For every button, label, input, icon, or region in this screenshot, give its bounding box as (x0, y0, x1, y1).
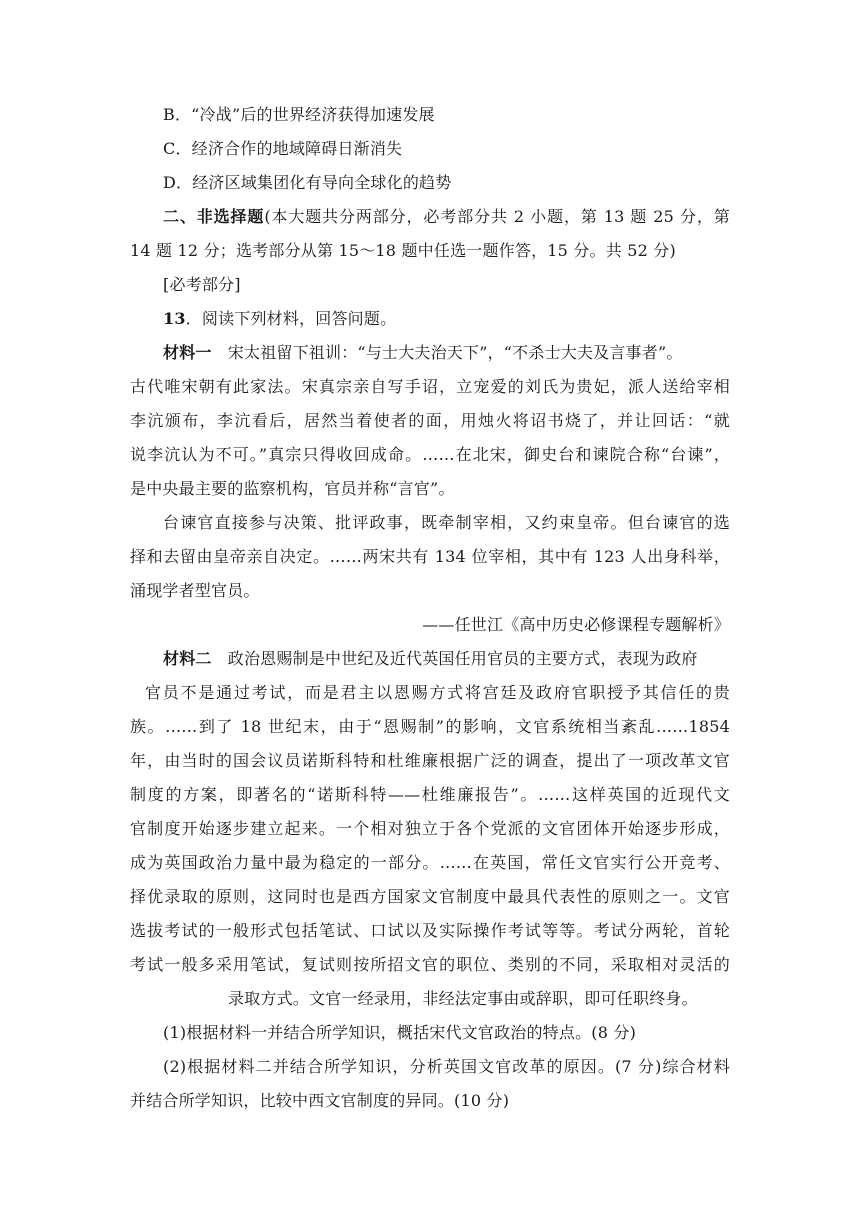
question-number: 13 (163, 309, 186, 328)
material1-line: 李沆颁布，李沆看后，居然当着使者的面，用烛火将诏书烧了，并让回话：“就 (130, 411, 730, 430)
material2-line: 择优录取的原则，这同时也是西方国家文官制度中最具代表性的原则之一。文官 (130, 887, 730, 906)
material2-line: 选拔考试的一般形式包括笔试、口试以及实际操作考试等等。考试分两轮，首轮 (130, 921, 730, 940)
material1-line: 古代唯宋朝有此家法。宋真宗亲自写手诏，立宠爱的刘氏为贵妃，派人送给宰相 (130, 377, 730, 396)
subquestion-2-line-1: (2)根据材料二并结合所学知识，分析英国文官改革的原因。(7 分)综合材料 (163, 1057, 730, 1076)
material1-line-0: 宋太祖留下祖训：“与士大夫治天下”，“不杀士大夫及言事者”。 (211, 343, 683, 362)
material2-second-line: 官员不是通过考试，而是君主以恩赐方式将宫廷及政府官职授予其信任的贵 (145, 683, 730, 702)
material2-first: 政治恩赐制是中世纪及近代英国任用官员的主要方式，表现为政府 (211, 649, 698, 668)
material2-last-line: 录取方式。文官一经录用，非经法定事由或辞职，即可任职终身。 (228, 989, 698, 1008)
section-title: 二、非选择题 (163, 207, 265, 226)
subquestion-2-line-2: 并结合所学知识，比较中西文官制度的异同。(10 分) (130, 1091, 510, 1110)
subquestion-1: (1)根据材料一并结合所学知识，概括宋代文官政治的特点。(8 分) (163, 1023, 637, 1042)
material2-line: 族。……到了 18 世纪末，由于“恩赐制”的影响，文官系统相当紊乱……1854 (130, 717, 730, 736)
material1-first-line (163, 342, 730, 364)
material1-source: ——任世江《高中历史必修课程专题解析》 (422, 615, 730, 634)
material1-para2-line: 择和去留由皇帝亲自决定。……两宋共有 134 位宰相，其中有 123 人出身科举， (130, 547, 730, 566)
option-b: B．“冷战”后的世界经济获得加速发展 (163, 105, 435, 124)
material2-line: 成为英国政治力量中最为稳定的一部分。……在英国，常任文官实行公开竞考、 (130, 853, 730, 872)
section-description-2: 14 题 12 分；选考部分从第 15～18 题中任选一题作答，15 分。共 52 分) (130, 241, 676, 260)
option-c: C．经济合作的地域障碍日渐消失 (163, 139, 403, 158)
material2-line: 考试一般多采用笔试，复试则按所招文官的职位、类别的不同，采取相对灵活的 (130, 955, 730, 974)
question-text: ．阅读下列材料，回答问题。 (185, 309, 397, 328)
material2-line: 年，由当时的国会议员诺斯科特和杜维廉根据广泛的调查，提出了一项改革文官 (130, 751, 730, 770)
material2-line: 官制度开始逐步建立起来。一个相对独立于各个党派的文官团体开始逐步形成， (130, 819, 730, 838)
material2-first-line (163, 648, 730, 670)
material1-para2-line: 涌现学者型官员。 (130, 581, 260, 600)
material1-para2-line: 台谏官直接参与决策、批评政事，既牵制宰相，又约束皇帝。但台谏官的选 (163, 513, 730, 532)
material2-label: 材料二 (163, 649, 212, 668)
section-description-1: (本大题共分两部分，必考部分共 2 小题，第 13 题 25 分，第 (264, 207, 730, 226)
required-part-label: [必考部分] (163, 275, 241, 294)
question-13-prompt (163, 308, 730, 330)
material2-line: 制度的方案，即著名的“诺斯科特——杜维廉报告”。……这样英国的近现代文 (130, 785, 730, 804)
material1-label: 材料一 (163, 343, 212, 362)
option-d: D．经济区域集团化有导向全球化的趋势 (163, 173, 452, 192)
material1-line: 是中央最主要的监察机构，官员并称“言官”。 (130, 479, 455, 498)
material1-line: 说李沆认为不可。”真宗只得收回成命。……在北宋，御史台和谏院合称“台谏”， (130, 445, 730, 464)
section-heading (163, 206, 730, 228)
